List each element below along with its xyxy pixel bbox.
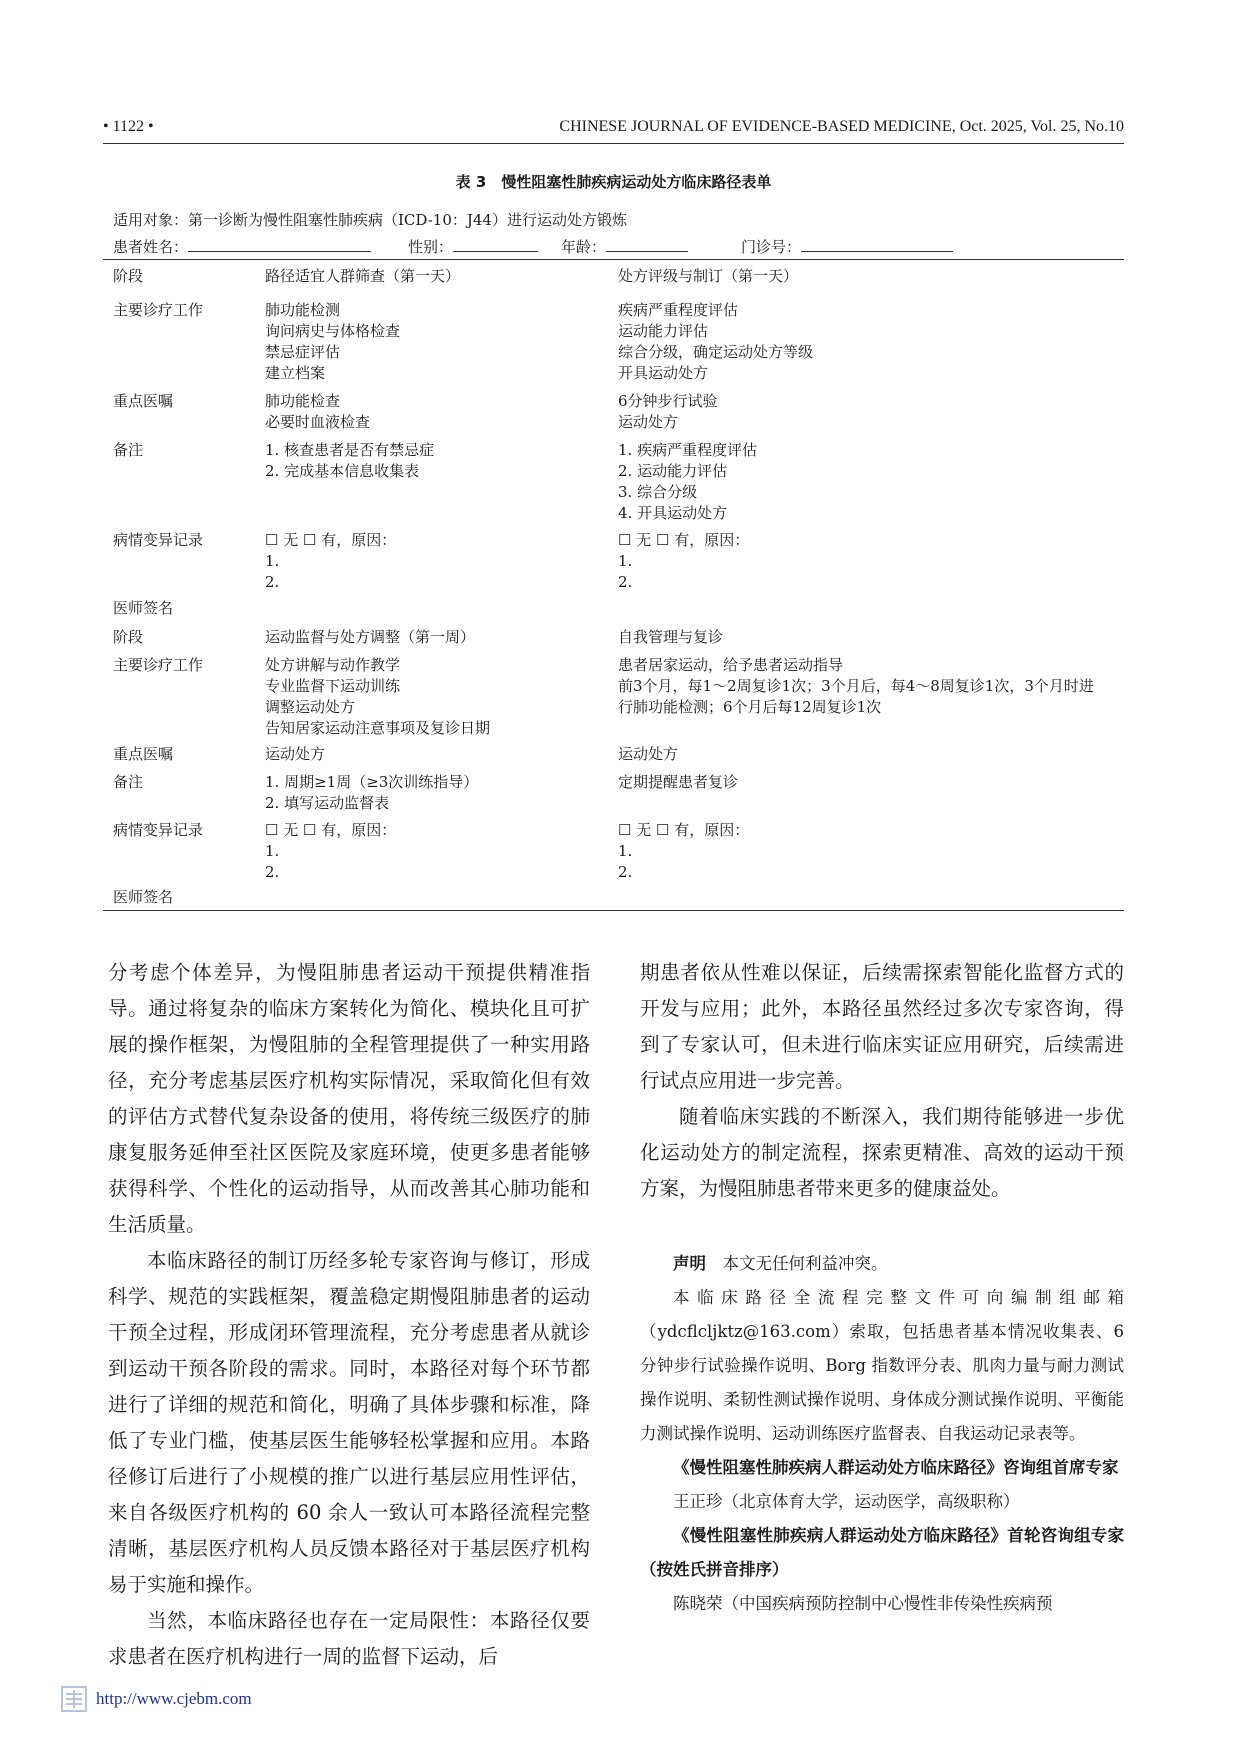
s1-note-b	[618, 440, 757, 524]
s1-order-b-line: 6分钟步行试验	[618, 392, 718, 410]
s1-note-a-line: 1. 核查患者是否有禁忌症	[265, 441, 435, 459]
s2-note-a-line: 1. 周期≥1周（≥3次训练指导）	[265, 773, 479, 791]
s1-variation-a	[265, 530, 396, 593]
s1-variation-label: 病情变异记录	[113, 531, 204, 549]
s2-work-a	[265, 655, 490, 739]
s1-variation-b	[618, 530, 749, 593]
s2-note-a-line: 2. 填写运动监督表	[265, 794, 390, 812]
header-rule	[103, 143, 1124, 144]
s2-work-b-line: 前3个月，每1～2周复诊1次；3个月后，每4～8周复诊1次，3个月时进	[618, 677, 1094, 695]
s2-variation-b-line: 1.	[618, 842, 633, 860]
s2-variation-b	[618, 820, 749, 883]
chief-expert-title: 《慢性阻塞性肺疾病人群运动处方临床路径》咨询组首席专家	[673, 1458, 1119, 1477]
s1-order-a	[265, 391, 370, 433]
field-sex: 性别：	[408, 236, 453, 257]
s1-note-a-line: 2. 完成基本信息收集表	[265, 462, 420, 480]
s1-note-b-line: 3. 综合分级	[618, 483, 698, 501]
s1-col-b-title: 处方评级与制订（第一天）	[618, 267, 799, 285]
s1-work-b	[618, 300, 813, 384]
s1-note-a	[265, 440, 434, 482]
round-expert-title: 《慢性阻塞性肺疾病人群运动处方临床路径》首轮咨询组专家（按姓氏拼音排序）	[640, 1526, 1124, 1579]
table-top-rule	[103, 259, 1124, 260]
s2-work-a-line: 处方讲解与动作教学	[265, 656, 401, 674]
s2-note-b-line: 定期提醒患者复诊	[618, 773, 739, 791]
s1-variation-b-line: 2.	[618, 573, 633, 591]
s1-work-b-line: 疾病严重程度评估	[618, 301, 739, 319]
s1-work-a	[265, 300, 400, 384]
s2-work-b	[618, 655, 1094, 718]
s1-work-a-line: 肺功能检测	[265, 301, 341, 319]
s1-variation-b-line: 1.	[618, 552, 633, 570]
round-expert-first: 陈晓荣（中国疾病预防控制中心慢性非传染性疾病预	[673, 1594, 1053, 1613]
statement	[640, 1247, 1124, 1281]
s2-col-b-title: 自我管理与复诊	[618, 628, 724, 646]
s2-sign-label: 医师签名	[113, 888, 174, 906]
s1-note-b-line: 1. 疾病严重程度评估	[618, 441, 758, 459]
availability-note: 本临床路径全流程完整文件可向编制组邮箱（ydcflcljktz@163.com）索取，包括患者基本情况收集表、6 分钟步行试验操作说明、Borg 指数评分表、肌肉力量与耐力测试操作说明、柔韧性测试操作说明、身体成分测试操作说明、平衡能力测试操作说明、运动训练医疗监督表、自我运动记录表等。	[640, 1288, 1124, 1443]
chief-expert-name: 王正珍（北京体育大学，运动医学，高级职称）	[673, 1492, 1020, 1511]
s2-work-a-line: 调整运动处方	[265, 698, 356, 716]
s2-note-label: 备注	[113, 773, 144, 791]
s1-variation-b-line: ☐ 无 ☐ 有，原因：	[618, 531, 750, 549]
right-paragraph-1: 期患者依从性难以保证，后续需探索智能化监督方式的开发与应用；此外，本路径虽然经过多次专家咨询，得到了专家认可，但未进行临床实证应用研究，后续需进行试点应用进一步完善。	[640, 961, 1124, 1092]
s2-order-a-line: 运动处方	[265, 745, 326, 763]
page-number: • 1122 •	[103, 118, 154, 135]
s2-order-b-line: 运动处方	[618, 745, 679, 763]
s1-note-b-line: 4. 开具运动处方	[618, 504, 728, 522]
s1-order-label: 重点医嘱	[113, 392, 174, 410]
table-applicable: 适用对象：第一诊断为慢性阻塞性肺疾病（ICD-10：J44）进行运动处方锻炼	[113, 211, 627, 229]
s1-stage-label: 阶段	[113, 267, 144, 285]
s2-variation-a-line: ☐ 无 ☐ 有，原因：	[265, 821, 397, 839]
footer	[60, 1685, 252, 1713]
table-bottom-rule	[103, 910, 1124, 911]
declarations	[640, 1247, 1124, 1621]
s2-variation-a-line: 1.	[265, 842, 280, 860]
s2-variation-b-line: 2.	[618, 863, 633, 881]
s1-variation-a-line: 1.	[265, 552, 280, 570]
s1-work-b-line: 开具运动处方	[618, 364, 709, 382]
s1-order-a-line: 必要时血液检查	[265, 413, 371, 431]
field-name: 患者姓名：	[113, 236, 188, 257]
s1-work-b-line: 运动能力评估	[618, 322, 709, 340]
s1-work-b-line: 综合分级，确定运动处方等级	[618, 343, 814, 361]
journal-running-title: CHINESE JOURNAL OF EVIDENCE-BASED MEDICINE, Oct. 2025, Vol. 25, No.10	[559, 118, 1124, 135]
field-clinic-no: 门诊号：	[741, 236, 801, 257]
s2-variation-a	[265, 820, 396, 883]
s1-work-a-line: 询问病史与体格检查	[265, 322, 401, 340]
s1-work-label: 主要诊疗工作	[113, 301, 204, 319]
s2-work-label: 主要诊疗工作	[113, 656, 204, 674]
left-paragraph-1: 分考虑个体差异，为慢阻肺患者运动干预提供精准指导。通过将复杂的临床方案转化为简化、模块化且可扩展的操作框架，为慢阻肺的全程管理提供了一种实用路径，充分考虑基层医疗机构实际情况，采取简化但有效的评估方式替代复杂设备的使用，将传统三级医疗的肺康复服务延伸至社区医院及家庭环境，使更多患者能够获得科学、个性化的运动指导，从而改善其心肺功能和生活质量。	[108, 961, 590, 1236]
s2-order-b	[618, 744, 678, 765]
left-paragraph-2: 本临床路径的制订历经多轮专家咨询与修订，形成科学、规范的实践框架，覆盖稳定期慢阻肺患者的运动干预全过程，形成闭环管理流程，充分考虑患者从就诊到运动干预各阶段的需求。同时，本路径对每个环节都进行了详细的规范和简化，明确了具体步骤和标准，降低了专业门槛，使基层医生能够轻松掌握和应用。本路径修订后进行了小规模的推广以进行基层应用性评估，来自各级医疗机构的 60 余人一致认可本路径流程完整清晰，基层医疗机构人员反馈本路径对于基层医疗机构易于实施和操作。	[108, 1249, 590, 1596]
s2-stage-label: 阶段	[113, 628, 144, 646]
left-column	[108, 955, 590, 1675]
right-column	[640, 955, 1124, 1621]
statement-label: 声明	[673, 1254, 706, 1273]
s2-work-b-line: 患者居家运动，给予患者运动指导	[618, 656, 844, 674]
s2-variation-label: 病情变异记录	[113, 821, 204, 839]
s1-work-a-line: 建立档案	[265, 364, 326, 382]
s1-col-a-title: 路径适宜人群筛查（第一天）	[265, 267, 461, 285]
field-age: 年龄：	[561, 236, 606, 257]
s1-note-label: 备注	[113, 441, 144, 459]
s2-note-a	[265, 772, 478, 814]
s2-col-a-title: 运动监督与处方调整（第一周）	[265, 628, 476, 646]
s2-work-a-line: 专业监督下运动训练	[265, 677, 401, 695]
left-paragraph-3: 当然，本临床路径也存在一定局限性：本路径仅要求患者在医疗机构进行一周的监督下运动，后	[108, 1609, 590, 1668]
statement-text: 本文无任何利益冲突。	[722, 1254, 888, 1273]
s2-order-label: 重点医嘱	[113, 745, 174, 763]
s2-variation-b-line: ☐ 无 ☐ 有，原因：	[618, 821, 750, 839]
s2-note-b	[618, 772, 738, 793]
s2-variation-a-line: 2.	[265, 863, 280, 881]
s1-work-a-line: 禁忌症评估	[265, 343, 341, 361]
s1-variation-a-line: 2.	[265, 573, 280, 591]
s1-order-b	[618, 391, 718, 433]
journal-logo-icon	[60, 1685, 88, 1713]
table-title: 表 3 慢性阻塞性肺疾病运动处方临床路径表单	[455, 173, 772, 191]
s1-note-b-line: 2. 运动能力评估	[618, 462, 728, 480]
s1-order-a-line: 肺功能检查	[265, 392, 341, 410]
journal-url-link[interactable]: http://www.cjebm.com	[96, 1689, 252, 1708]
right-paragraph-2: 随着临床实践的不断深入，我们期待能够进一步优化运动处方的制定流程，探索更精准、高效的运动干预方案，为慢阻肺患者带来更多的健康益处。	[640, 1105, 1124, 1200]
s2-work-a-line: 告知居家运动注意事项及复诊日期	[265, 719, 491, 737]
s1-variation-a-line: ☐ 无 ☐ 有，原因：	[265, 531, 397, 549]
s2-order-a	[265, 744, 325, 765]
s2-work-b-line: 行肺功能检测；6个月后每12周复诊1次	[618, 698, 882, 716]
s1-sign-label: 医师签名	[113, 599, 174, 617]
s1-order-b-line: 运动处方	[618, 413, 679, 431]
